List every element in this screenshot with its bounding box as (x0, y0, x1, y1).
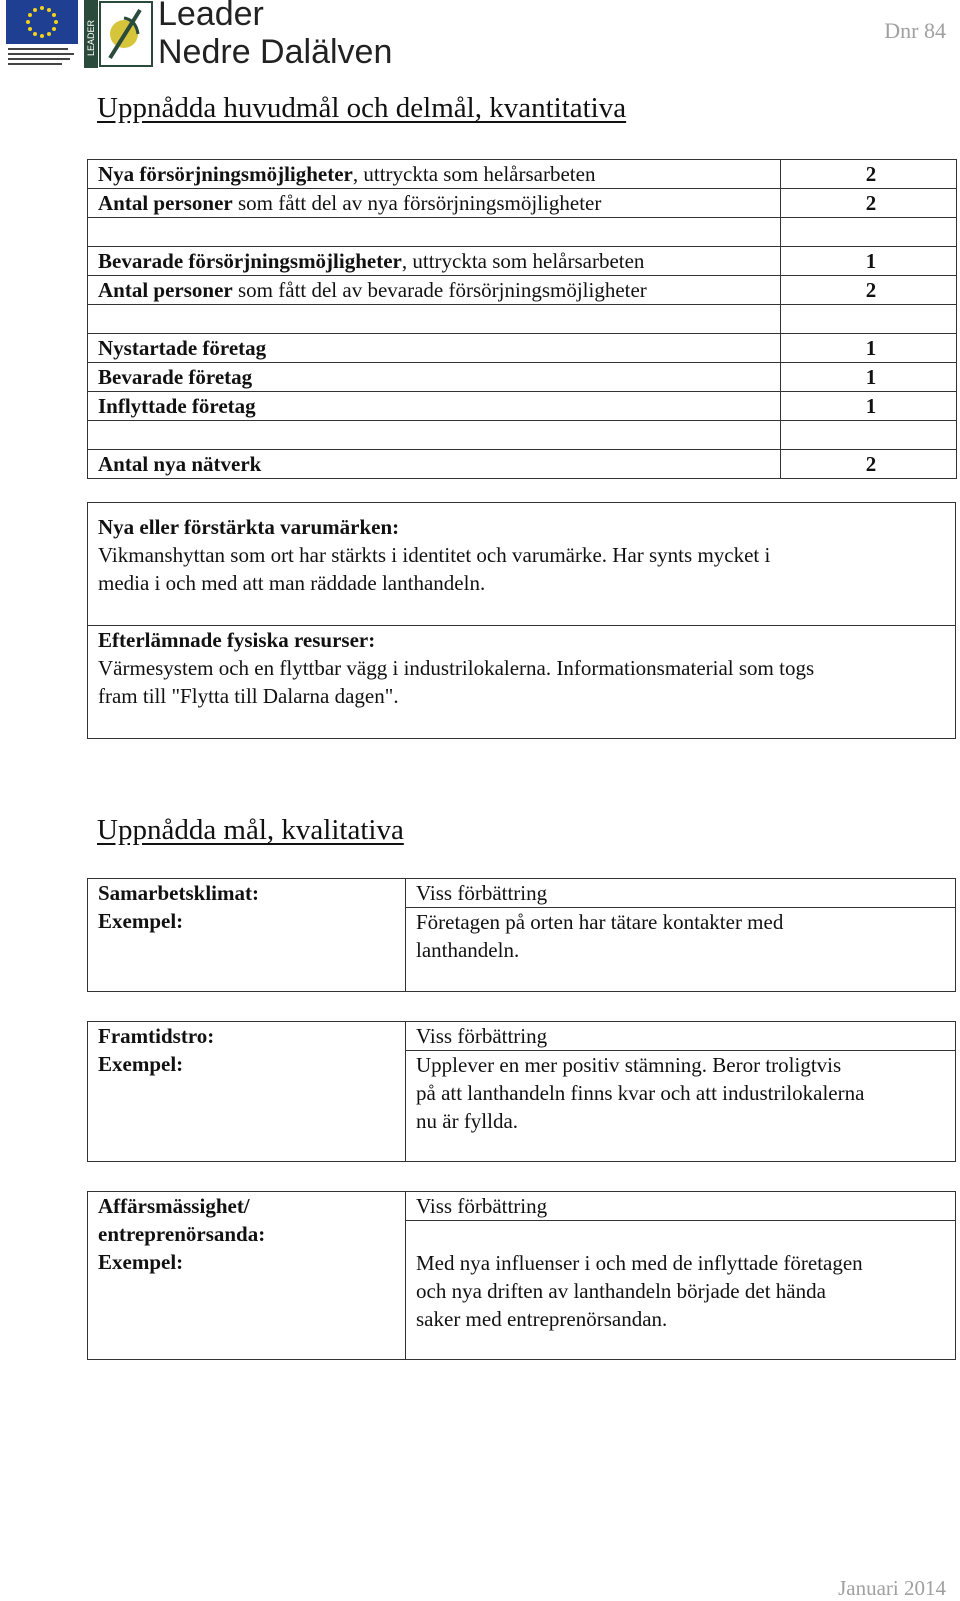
quantitative-label-bold: Antal nya nätverk (98, 452, 262, 476)
quantitative-value (781, 247, 957, 276)
quantitative-table (87, 159, 957, 479)
brand-title: Leader (158, 0, 264, 33)
quantitative-label-bold: Antal personer (98, 278, 233, 302)
qualitative-label: Framtidstro: (98, 1024, 215, 1048)
brands-text-line2: media i och med att man räddade lanthandeln. (98, 571, 486, 595)
qualitative-example-line: lanthandeln. (416, 938, 520, 962)
resources-title: Efterlämnade fysiska resurser: (98, 628, 376, 652)
qualitative-status: Viss förbättring (406, 1192, 955, 1221)
quantitative-value (781, 276, 957, 305)
quantitative-label-bold: Nya försörjningsmöjligheter (98, 162, 353, 186)
quantitative-value (781, 305, 957, 334)
brands-title: Nya eller förstärkta varumärken: (98, 515, 400, 539)
quantitative-row (88, 450, 957, 479)
quantitative-value (781, 160, 957, 189)
quantitative-label-cell (88, 276, 781, 305)
qualitative-status: Viss förbättring (406, 879, 955, 908)
quantitative-value (781, 450, 957, 479)
example-label: Exempel: (98, 909, 184, 933)
brands-box (87, 502, 956, 626)
resources-box (87, 625, 956, 739)
quantitative-row (88, 276, 957, 305)
quantitative-row (88, 392, 957, 421)
quantitative-row (88, 421, 957, 450)
qualitative-status: Viss förbättring (406, 1022, 955, 1051)
qualitative-example-line (406, 1221, 955, 1249)
quantitative-row (88, 218, 957, 247)
quantitative-row (88, 334, 957, 363)
resources-text-line1: Värmesystem och en flyttbar vägg i industrilokalerna. Informationsmaterial som togs (98, 656, 815, 680)
quantitative-label-cell (88, 189, 781, 218)
qualitative-example-line: nu är fyllda. (416, 1109, 519, 1133)
quantitative-value-text: 1 (865, 394, 877, 418)
qualitative-item (87, 878, 956, 992)
quantitative-label-cell (88, 218, 781, 247)
resources-text-line2: fram till "Flytta till Dalarna dagen". (98, 684, 399, 708)
quantitative-value (781, 421, 957, 450)
quantitative-label-bold: Inflyttade företag (98, 394, 256, 418)
quantitative-value (781, 218, 957, 247)
quantitative-value-text: 1 (865, 249, 877, 273)
quantitative-label-bold: Nystartade företag (98, 336, 267, 360)
quantitative-label-cell (88, 392, 781, 421)
example-label: Exempel: (98, 1250, 184, 1274)
quantitative-value-text: 1 (865, 365, 877, 389)
quantitative-value-text: 2 (865, 162, 877, 186)
quantitative-label-cell (88, 450, 781, 479)
quantitative-value (781, 189, 957, 218)
quantitative-label-cell (88, 363, 781, 392)
quantitative-label-rest: , uttryckta som helårsarbeten (401, 249, 645, 273)
document-number: Dnr 84 (884, 18, 946, 43)
quantitative-label-cell (88, 160, 781, 189)
quantitative-section-title: Uppnådda huvudmål och delmål, kvantitativa (97, 92, 627, 124)
qualitative-label-cont: entreprenörsanda: (98, 1222, 266, 1246)
quantitative-label-cell (88, 305, 781, 334)
quantitative-label-rest: som fått del av bevarade försörjningsmöjligheter (232, 278, 647, 302)
svg-text:LEADER: LEADER (86, 19, 96, 56)
quantitative-label-cell (88, 247, 781, 276)
qualitative-example-line: Upplever en mer positiv stämning. Beror troligtvis (416, 1053, 842, 1077)
brand-subtitle: Nedre Dalälven (158, 33, 393, 71)
qualitative-item (87, 1191, 956, 1360)
quantitative-row (88, 305, 957, 334)
quantitative-label-bold: Bevarade försörjningsmöjligheter (98, 249, 402, 273)
quantitative-row (88, 247, 957, 276)
quantitative-label-cell (88, 334, 781, 363)
qualitative-example-line: och nya driften av lanthandeln började det hända (416, 1279, 826, 1303)
quantitative-value (781, 334, 957, 363)
eu-flag-logo (6, 0, 78, 66)
qualitative-example-line: på att lanthandeln finns kvar och att industrilokalerna (416, 1081, 865, 1105)
qualitative-section-title: Uppnådda mål, kvalitativa (97, 814, 404, 846)
brands-text-line1: Vikmanshyttan som ort har stärkts i identitet och varumärke. Har synts mycket i (98, 543, 771, 567)
quantitative-label-cell (88, 421, 781, 450)
quantitative-row (88, 363, 957, 392)
quantitative-label-bold: Bevarade företag (98, 365, 253, 389)
qualitative-example-line: saker med entreprenörsandan. (416, 1307, 668, 1331)
quantitative-value-text: 2 (865, 191, 877, 215)
quantitative-row (88, 189, 957, 218)
quantitative-value (781, 392, 957, 421)
qualitative-label: Samarbetsklimat: (98, 881, 259, 905)
qualitative-example-line: Med nya influenser i och med de inflyttade företagen (416, 1251, 863, 1275)
quantitative-label-rest: som fått del av nya försörjningsmöjligheter (232, 191, 602, 215)
quantitative-label-rest: , uttryckta som helårsarbeten (352, 162, 596, 186)
qualitative-item (87, 1021, 956, 1162)
qualitative-label: Affärsmässighet/ (98, 1194, 250, 1218)
footer-date: Januari 2014 (838, 1576, 946, 1600)
quantitative-value-text: 2 (865, 278, 877, 302)
leader-logo (84, 0, 154, 68)
quantitative-row (88, 160, 957, 189)
qualitative-example-line: Företagen på orten har tätare kontakter med (416, 910, 784, 934)
quantitative-value (781, 363, 957, 392)
quantitative-label-bold: Antal personer (98, 191, 233, 215)
quantitative-value-text: 2 (865, 452, 877, 476)
quantitative-value-text: 1 (865, 336, 877, 360)
example-label: Exempel: (98, 1052, 184, 1076)
